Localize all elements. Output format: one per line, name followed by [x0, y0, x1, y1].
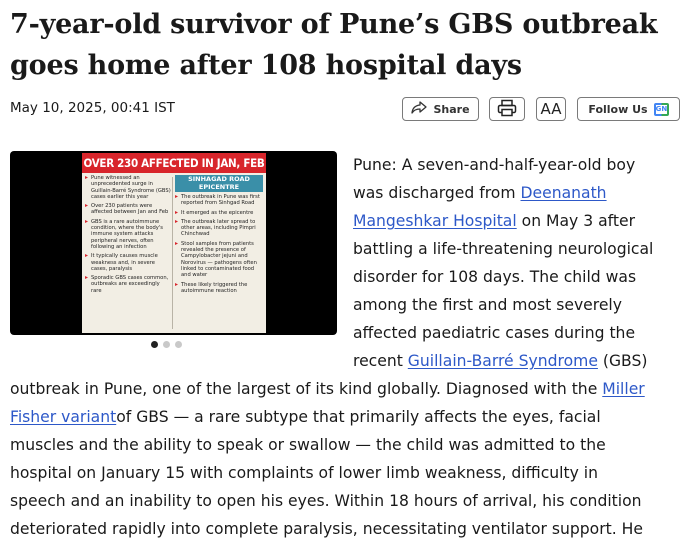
infographic-bullet: ▸ It emerged as the epicentre — [175, 210, 263, 216]
headline-line: goes home after 108 hospital days — [10, 50, 522, 81]
publish-date: May 10, 2025, 00:41 IST — [10, 100, 175, 116]
article-line: outbreak in Pune, one of the largest of its kind globally. Diagnosed with the Miller — [10, 380, 645, 398]
article-line: deteriorated rapidly into complete paralysis, necessitating ventilator support. He — [10, 520, 643, 538]
article-line: battling a life-threatening neurological — [353, 240, 654, 258]
carousel-dots — [151, 341, 182, 348]
article-line: was discharged from Deenanath — [353, 184, 607, 202]
article-link[interactable]: Miller — [602, 380, 645, 398]
infographic-bullet: ▸ It typically causes muscle weakness and, in severe cases, paralysis — [85, 253, 171, 272]
carousel-dot[interactable] — [151, 341, 158, 348]
article-headline — [10, 4, 680, 86]
infographic-bullet: ▸ Stool samples from patients revealed the presence of Campylobacter jejuni and Norovirus — pathogens often linked to contaminated food and water — [175, 241, 263, 279]
infographic-left-column — [85, 175, 171, 297]
article-line: speech and an inability to open his eyes. Within 18 hours of arrival, his condition — [10, 492, 642, 510]
article-link[interactable]: Fisher variant — [10, 408, 117, 426]
article-link[interactable]: Guillain-Barré Syndrome — [407, 352, 598, 370]
article-line: affected paediatric cases during the — [353, 324, 636, 342]
article-line: Mangeshkar Hospital on May 3 after — [353, 212, 636, 230]
article-link[interactable]: Mangeshkar Hospital — [353, 212, 517, 230]
infographic-bullet: ▸ Over 230 patients were affected between Jan and Feb — [85, 203, 171, 216]
print-button[interactable] — [489, 97, 525, 121]
article-body — [10, 375, 686, 543]
article-link[interactable]: Deenanath — [520, 184, 607, 202]
article-line: hospital on January 15 with complaints of lower limb weakness, difficulty in — [10, 464, 599, 482]
share-icon — [411, 101, 427, 117]
headline-line: 7-year-old survivor of Pune’s GBS outbreak — [10, 9, 658, 40]
image-carousel[interactable] — [10, 151, 337, 335]
infographic-image — [82, 153, 266, 333]
article-line: Pune: A seven-and-half-year-old boy — [353, 156, 636, 174]
article-line: muscles and the ability to speak or swallow — the child was admitted to the — [10, 436, 606, 454]
printer-icon — [497, 99, 517, 120]
infographic-title: OVER 230 AFFECTED IN JAN, FEB — [82, 153, 266, 173]
infographic-subheading: SINHAGAD ROAD EPICENTRE — [175, 175, 263, 192]
google-news-icon: GN — [654, 103, 669, 116]
infographic-bullet: ▸ Pune witnessed an unprecedented surge in Guillain-Barré Syndrome (GBS) cases earlier this year — [85, 175, 171, 200]
share-button[interactable] — [402, 97, 479, 121]
carousel-dot[interactable] — [175, 341, 182, 348]
share-label: Share — [433, 102, 470, 116]
infographic-divider — [172, 177, 173, 329]
follow-us-label: Follow Us — [588, 102, 648, 116]
article-intro — [353, 151, 683, 375]
infographic-bullet: ▸ Sporadic GBS cases common, outbreaks are exceedingly rare — [85, 275, 171, 294]
article-line: disorder for 108 days. The child was — [353, 268, 637, 286]
infographic-bullet: ▸ The outbreak in Pune was first reported from Sinhgad Road — [175, 194, 263, 207]
follow-us-button[interactable] — [577, 97, 680, 121]
carousel-dot[interactable] — [163, 341, 170, 348]
infographic-bullet: ▸ These likely triggered the autoimmune reaction — [175, 282, 263, 295]
infographic-right-column — [175, 175, 263, 297]
article-line: recent Guillain-Barré Syndrome (GBS) — [353, 352, 648, 370]
infographic-bullet: ▸ The outbreak later spread to other areas, including Pimpri Chinchwad — [175, 219, 263, 238]
article-line: Fisher variantof GBS — a rare subtype that primarily affects the eyes, facial — [10, 408, 601, 426]
infographic-bullet: ▸ GBS is a rare autoimmune condition, where the body's immune system attacks peripheral nerves, often following an infection — [85, 219, 171, 250]
font-size-button[interactable]: AA — [536, 97, 566, 121]
article-line: among the first and most severely — [353, 296, 622, 314]
